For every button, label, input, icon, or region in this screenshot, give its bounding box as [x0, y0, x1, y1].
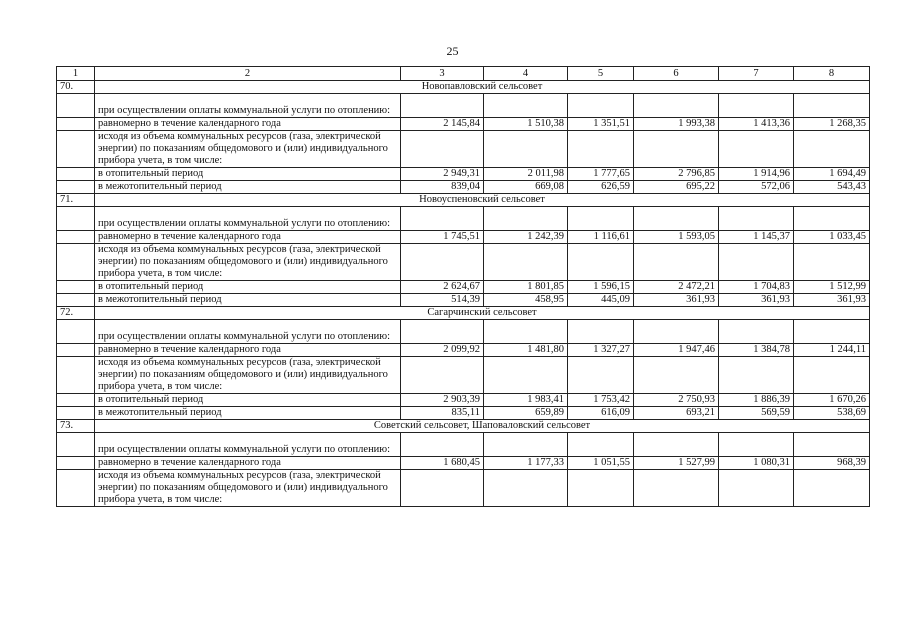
description-row [57, 433, 870, 457]
header-cell: 6 [634, 67, 719, 81]
row-label: при осуществлении оплаты коммунальной услуги по отоплению: [95, 320, 401, 344]
value-cell: 659,89 [484, 407, 568, 420]
section-title: Советский сельсовет, Шаповаловский сельсовет [95, 420, 870, 433]
empty-cell [719, 470, 794, 507]
empty-cell [794, 207, 870, 231]
row-label: в отопительный период [95, 394, 401, 407]
value-cell: 2 796,85 [634, 168, 719, 181]
value-row [57, 394, 870, 407]
value-cell: 361,93 [719, 294, 794, 307]
value-cell: 543,43 [794, 181, 870, 194]
section-number: 71. [57, 194, 95, 207]
value-cell: 1 801,85 [484, 281, 568, 294]
section-number: 72. [57, 307, 95, 320]
empty-cell [794, 320, 870, 344]
empty-cell [568, 470, 634, 507]
row-label: исходя из объема коммунальных ресурсов (газа, электрической энергии) по показаниям общедомового и (или) индивидуального прибора учета, в том числе: [95, 357, 401, 394]
value-cell: 669,08 [484, 181, 568, 194]
value-cell: 835,11 [401, 407, 484, 420]
empty-cell [794, 470, 870, 507]
value-cell: 1 670,26 [794, 394, 870, 407]
empty-cell [401, 244, 484, 281]
value-cell: 1 527,99 [634, 457, 719, 470]
empty-cell [401, 131, 484, 168]
section-header-row [57, 81, 870, 94]
empty-cell [794, 244, 870, 281]
value-cell: 839,04 [401, 181, 484, 194]
empty-cell [719, 207, 794, 231]
empty-cell [568, 244, 634, 281]
value-cell: 1 080,31 [719, 457, 794, 470]
empty-cell [719, 357, 794, 394]
row-label: равномерно в течение календарного года [95, 344, 401, 357]
tariff-table [56, 66, 870, 507]
header-row [57, 67, 870, 81]
value-row [57, 231, 870, 244]
value-cell: 1 351,51 [568, 118, 634, 131]
value-cell: 1 116,61 [568, 231, 634, 244]
empty-cell [57, 394, 95, 407]
value-cell: 1 947,46 [634, 344, 719, 357]
header-cell: 2 [95, 67, 401, 81]
empty-cell [634, 470, 719, 507]
empty-cell [484, 357, 568, 394]
empty-cell [484, 470, 568, 507]
row-label: исходя из объема коммунальных ресурсов (газа, электрической энергии) по показаниям общедомового и (или) индивидуального прибора учета, в том числе: [95, 244, 401, 281]
table-body [57, 67, 870, 507]
section-header-row [57, 194, 870, 207]
section-title: Сагарчинский сельсовет [95, 307, 870, 320]
row-label: равномерно в течение календарного года [95, 231, 401, 244]
value-cell: 1 327,27 [568, 344, 634, 357]
value-cell: 572,06 [719, 181, 794, 194]
value-cell: 1 886,39 [719, 394, 794, 407]
description-row [57, 131, 870, 168]
row-label: при осуществлении оплаты коммунальной услуги по отоплению: [95, 94, 401, 118]
value-cell: 1 510,38 [484, 118, 568, 131]
value-row [57, 181, 870, 194]
value-cell: 361,93 [634, 294, 719, 307]
value-cell: 1 051,55 [568, 457, 634, 470]
row-label: равномерно в течение календарного года [95, 457, 401, 470]
value-cell: 1 413,36 [719, 118, 794, 131]
value-cell: 1 242,39 [484, 231, 568, 244]
value-cell: 1 033,45 [794, 231, 870, 244]
empty-cell [719, 131, 794, 168]
empty-cell [401, 94, 484, 118]
value-cell: 538,69 [794, 407, 870, 420]
empty-cell [57, 207, 95, 231]
empty-cell [719, 94, 794, 118]
empty-cell [57, 181, 95, 194]
empty-cell [57, 131, 95, 168]
page-number: 25 [446, 44, 459, 58]
header-cell: 3 [401, 67, 484, 81]
value-cell: 2 624,67 [401, 281, 484, 294]
description-row [57, 94, 870, 118]
section-title: Новоуспеновский сельсовет [95, 194, 870, 207]
empty-cell [568, 433, 634, 457]
value-cell: 1 753,42 [568, 394, 634, 407]
value-row [57, 344, 870, 357]
value-cell: 1 177,33 [484, 457, 568, 470]
empty-cell [401, 207, 484, 231]
value-cell: 1 512,99 [794, 281, 870, 294]
empty-cell [568, 207, 634, 231]
value-cell: 1 244,11 [794, 344, 870, 357]
value-row [57, 168, 870, 181]
empty-cell [401, 320, 484, 344]
value-cell: 569,59 [719, 407, 794, 420]
row-label: в межотопительный период [95, 294, 401, 307]
section-header-row [57, 420, 870, 433]
value-cell: 445,09 [568, 294, 634, 307]
value-cell: 1 993,38 [634, 118, 719, 131]
value-cell: 1 384,78 [719, 344, 794, 357]
empty-cell [634, 433, 719, 457]
value-cell: 1 680,45 [401, 457, 484, 470]
row-label: исходя из объема коммунальных ресурсов (газа, электрической энергии) по показаниям общедомового и (или) индивидуального прибора учета, в том числе: [95, 470, 401, 507]
value-cell: 693,21 [634, 407, 719, 420]
empty-cell [57, 320, 95, 344]
empty-cell [634, 94, 719, 118]
value-cell: 1 745,51 [401, 231, 484, 244]
empty-cell [401, 470, 484, 507]
header-cell: 8 [794, 67, 870, 81]
empty-cell [794, 131, 870, 168]
empty-cell [484, 94, 568, 118]
empty-cell [57, 244, 95, 281]
value-cell: 514,39 [401, 294, 484, 307]
empty-cell [634, 131, 719, 168]
empty-cell [634, 207, 719, 231]
value-cell: 1 777,65 [568, 168, 634, 181]
value-cell: 1 983,41 [484, 394, 568, 407]
empty-cell [484, 320, 568, 344]
section-number: 70. [57, 81, 95, 94]
row-label: в межотопительный период [95, 407, 401, 420]
value-cell: 2 145,84 [401, 118, 484, 131]
empty-cell [57, 344, 95, 357]
empty-cell [57, 433, 95, 457]
value-cell: 2 472,21 [634, 281, 719, 294]
value-cell: 2 099,92 [401, 344, 484, 357]
description-row [57, 320, 870, 344]
description-row [57, 357, 870, 394]
description-row [57, 207, 870, 231]
value-cell: 458,95 [484, 294, 568, 307]
value-row [57, 118, 870, 131]
empty-cell [634, 244, 719, 281]
empty-cell [794, 357, 870, 394]
empty-cell [568, 320, 634, 344]
value-cell: 1 268,35 [794, 118, 870, 131]
empty-cell [719, 320, 794, 344]
value-cell: 361,93 [794, 294, 870, 307]
empty-cell [719, 244, 794, 281]
description-row [57, 470, 870, 507]
empty-cell [57, 118, 95, 131]
value-cell: 626,59 [568, 181, 634, 194]
value-row [57, 294, 870, 307]
empty-cell [57, 294, 95, 307]
header-cell: 7 [719, 67, 794, 81]
empty-cell [57, 357, 95, 394]
empty-cell [634, 320, 719, 344]
value-cell: 1 694,49 [794, 168, 870, 181]
empty-cell [57, 281, 95, 294]
empty-cell [484, 131, 568, 168]
value-cell: 1 481,80 [484, 344, 568, 357]
empty-cell [57, 407, 95, 420]
value-cell: 2 750,93 [634, 394, 719, 407]
row-label: в отопительный период [95, 168, 401, 181]
value-cell: 2 949,31 [401, 168, 484, 181]
empty-cell [484, 207, 568, 231]
header-cell: 5 [568, 67, 634, 81]
value-cell: 2 011,98 [484, 168, 568, 181]
value-cell: 968,39 [794, 457, 870, 470]
empty-cell [568, 94, 634, 118]
value-cell: 1 145,37 [719, 231, 794, 244]
empty-cell [57, 231, 95, 244]
value-cell: 2 903,39 [401, 394, 484, 407]
empty-cell [794, 433, 870, 457]
empty-cell [57, 457, 95, 470]
empty-cell [568, 131, 634, 168]
value-row [57, 407, 870, 420]
value-cell: 1 596,15 [568, 281, 634, 294]
row-label: в межотопительный период [95, 181, 401, 194]
section-title: Новопавловский сельсовет [95, 81, 870, 94]
empty-cell [401, 433, 484, 457]
description-row [57, 244, 870, 281]
section-number: 73. [57, 420, 95, 433]
value-cell: 1 914,96 [719, 168, 794, 181]
header-cell: 1 [57, 67, 95, 81]
empty-cell [634, 357, 719, 394]
row-label: исходя из объема коммунальных ресурсов (газа, электрической энергии) по показаниям общедомового и (или) индивидуального прибора учета, в том числе: [95, 131, 401, 168]
value-cell: 695,22 [634, 181, 719, 194]
value-row [57, 281, 870, 294]
empty-cell [484, 433, 568, 457]
row-label: равномерно в течение календарного года [95, 118, 401, 131]
row-label: при осуществлении оплаты коммунальной услуги по отоплению: [95, 207, 401, 231]
empty-cell [484, 244, 568, 281]
section-header-row [57, 307, 870, 320]
empty-cell [568, 357, 634, 394]
value-cell: 1 704,83 [719, 281, 794, 294]
empty-cell [401, 357, 484, 394]
value-cell: 616,09 [568, 407, 634, 420]
row-label: при осуществлении оплаты коммунальной услуги по отоплению: [95, 433, 401, 457]
empty-cell [57, 94, 95, 118]
value-cell: 1 593,05 [634, 231, 719, 244]
empty-cell [794, 94, 870, 118]
value-row [57, 457, 870, 470]
empty-cell [57, 470, 95, 507]
row-label: в отопительный период [95, 281, 401, 294]
empty-cell [719, 433, 794, 457]
empty-cell [57, 168, 95, 181]
header-cell: 4 [484, 67, 568, 81]
